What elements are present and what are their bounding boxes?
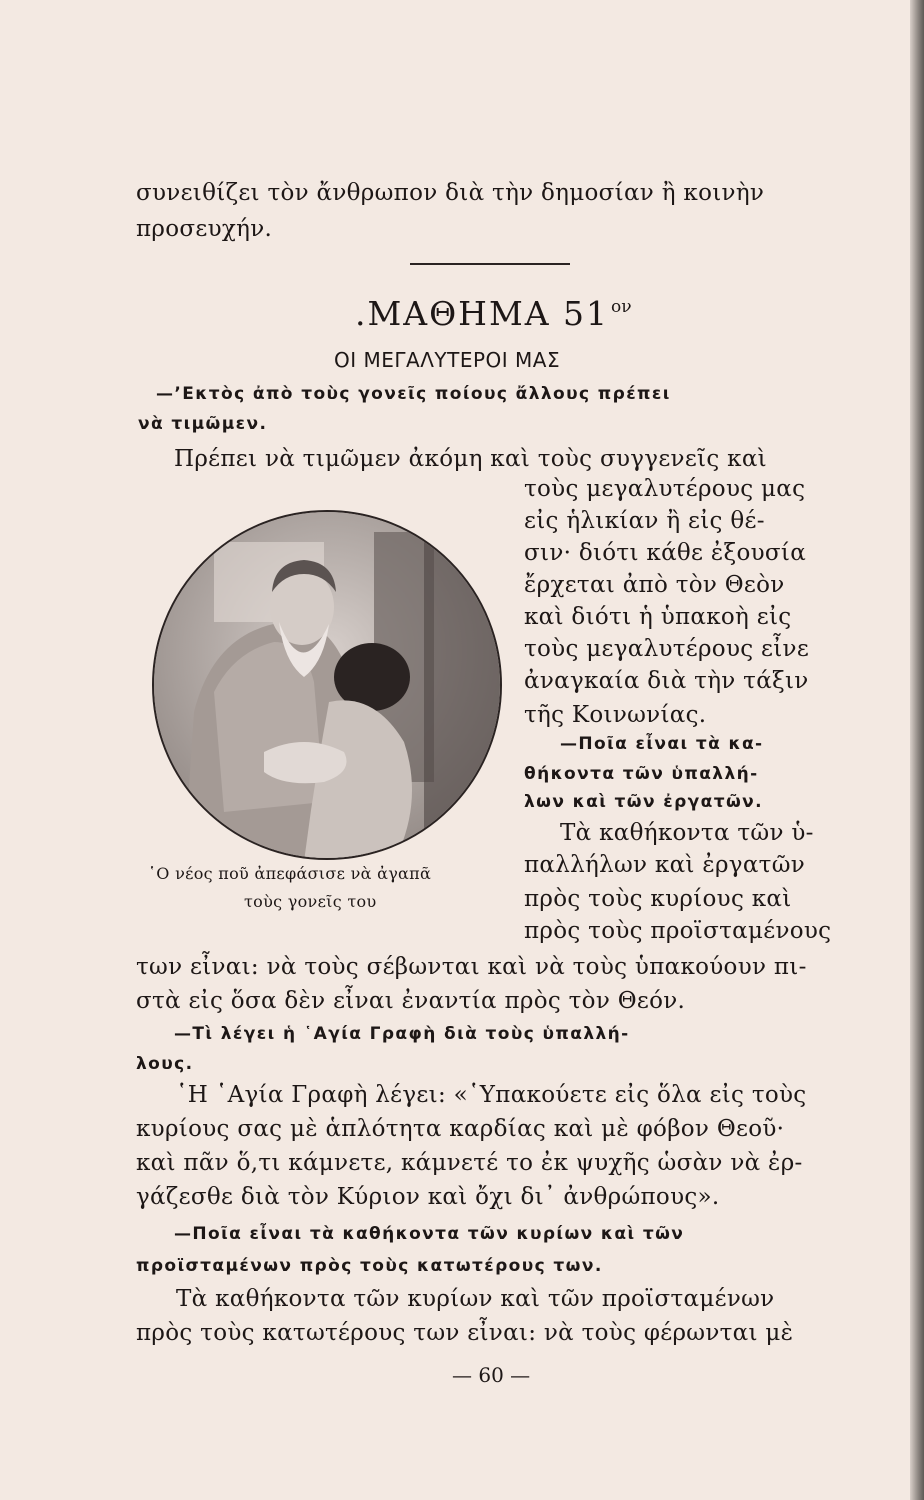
lesson-title: .ΜΑΘΗΜΑ 51 $^{o\nu}$	[355, 294, 632, 333]
answer-2-line: παλλήλων καὶ ἐργατῶν	[524, 852, 806, 878]
lesson-subtitle: ΟΙ ΜΕΓΑΛΥΤΕΡΟΙ ΜΑΣ	[334, 348, 561, 372]
question-4-cont: προϊσταμένων πρὸς τοὺς κατωτέρους των.	[136, 1256, 603, 1276]
question-4: —Ποῖα εἶναι τὰ καθήκοντα τῶν κυρίων καὶ τῶν	[174, 1224, 685, 1244]
answer-1-line: εἰς ἡλικίαν ἢ εἰς θέ-	[524, 508, 765, 534]
intro-line: προσευχήν.	[136, 216, 273, 242]
photo-caption: ῾Ο νέος ποῦ ἀπεφάσισε νὰ ἀγαπᾶ	[148, 864, 432, 883]
answer-2-line: Τὰ καθήκοντα τῶν ὑ-	[560, 820, 814, 846]
question-3-cont: λους.	[136, 1054, 194, 1074]
question-2: —Ποῖα εἶναι τὰ κα-	[560, 734, 764, 754]
photo-caption: τοὺς γονεῖς του	[244, 892, 377, 911]
page-number: — 60 —	[452, 1363, 531, 1387]
photo-old-man-embracing-youth	[152, 510, 502, 860]
answer-2-line: πρὸς τοὺς προϊσταμένους	[524, 918, 832, 944]
answer-3-line: ῾Η ῾Αγία Γραφὴ λέγει: «῾Υπακούετε εἰς ὅλα εἰς τοὺς	[176, 1082, 807, 1108]
answer-2-line: πρὸς τοὺς κυρίους καὶ	[524, 886, 792, 912]
section-divider	[410, 263, 570, 265]
answer-2-line: στὰ εἰς ὅσα δὲν εἶναι ἐναντία πρὸς τὸν Θεόν.	[136, 988, 686, 1014]
answer-3-line: κυρίους σας μὲ ἁπλότητα καρδίας καὶ μὲ φόβον Θεοῦ·	[136, 1116, 785, 1142]
question-1: —’Εκτὸς ἀπὸ τοὺς γονεῖς ποίους ἄλλους πρέπει	[156, 384, 671, 404]
answer-3-line: γάζεσθε διὰ τὸν Κύριον καὶ ὄχι δι᾽ ἀνθρώπους».	[136, 1184, 720, 1210]
answer-1-line: τοὺς μεγαλυτέρους εἶνε	[524, 636, 810, 662]
intro-line: συνειθίζει τὸν ἄνθρωπον διὰ τὴν δημοσίαν ἢ κοινὴν	[136, 180, 765, 206]
answer-1-line: σιν· διότι κάθε ἐξουσία	[524, 540, 807, 566]
answer-1-line: καὶ διότι ἡ ὑπακοὴ εἰς	[524, 604, 792, 630]
answer-1-line: ἔρχεται ἀπὸ τὸν Θεὸν	[524, 572, 785, 598]
answer-4-line: πρὸς τοὺς κατωτέρους των εἶναι: νὰ τοὺς φέρωνται μὲ	[136, 1320, 794, 1346]
answer-3-line: καὶ πᾶν ὅ,τι κάμνετε, κάμνετέ το ἐκ ψυχῆς ὡσὰν νὰ ἐρ-	[136, 1150, 803, 1176]
question-1-cont: νὰ τιμῶμεν.	[138, 414, 268, 434]
answer-1-line: τοὺς μεγαλυτέρους μας	[524, 476, 806, 502]
question-2-cont: θήκοντα τῶν ὑπαλλή-	[524, 764, 759, 784]
page-edge-shadow	[910, 0, 924, 1500]
answer-2-line: των εἶναι: νὰ τοὺς σέβωνται καὶ νὰ τοὺς ὑπακούουν πι-	[136, 954, 807, 980]
answer-1-line: τῆς Κοινωνίας.	[524, 702, 707, 728]
question-3: —Τὶ λέγει ἡ ῾Αγία Γραφὴ διὰ τοὺς ὑπαλλή-	[174, 1024, 630, 1044]
question-2-cont: λων καὶ τῶν ἐργατῶν.	[524, 792, 764, 812]
answer-4-line: Τὰ καθήκοντα τῶν κυρίων καὶ τῶν προϊσταμένων	[176, 1286, 775, 1312]
answer-1-line: Πρέπει νὰ τιμῶμεν ἀκόμη καὶ τοὺς συγγενεῖς καὶ	[174, 446, 767, 472]
answer-1-line: ἀναγκαία διὰ τὴν τάξιν	[524, 668, 809, 694]
